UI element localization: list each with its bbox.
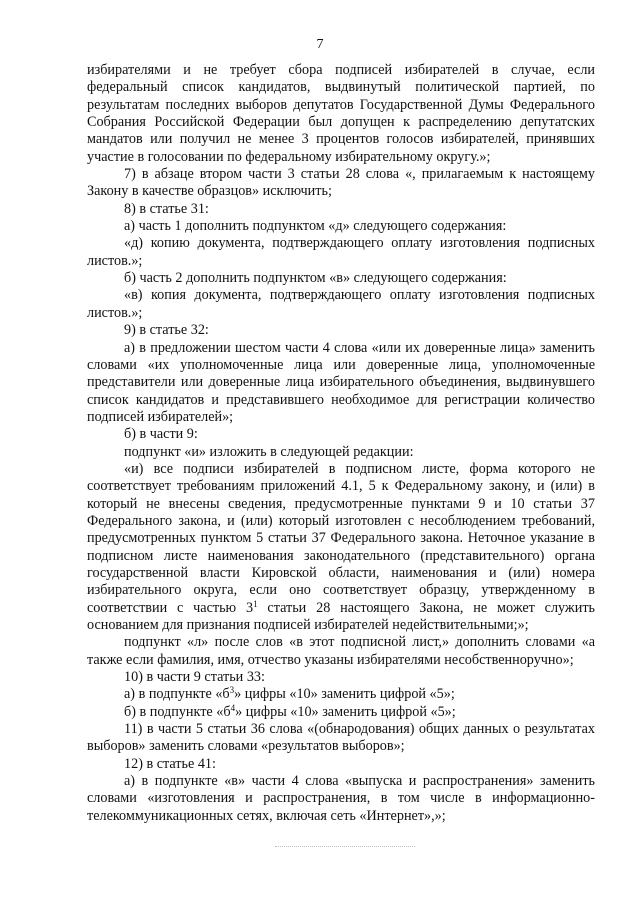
paragraph: а) в предложении шестом части 4 слова «или их доверенные лица» заменить словами «их уполномоченные лица или доверенные лица, уполномоченные представители или доверенные лица избирательного объединения, выдвинувшего список кандидатов и представившего необходимое для регистрации количество подписей избирателей»; — [87, 339, 595, 425]
superscript: 3 — [229, 685, 235, 696]
paragraph: 8) в статье 31: — [124, 200, 209, 217]
text-run: » цифры «10» заменить цифрой «5»; — [235, 703, 456, 720]
paragraph: б) в части 9: — [124, 426, 198, 443]
scan-artifact-dotted-line — [275, 846, 415, 847]
text-run: » цифры «10» заменить цифрой «5»; — [234, 686, 455, 703]
text-run: «и) все подписи избирателей в подписном листе, форма которого не соответствует требованиям приложений 4.1, 5 к Федеральному закону, и (или) в который не внесены сведения, предусмотренные пунктами 9 и 10 статьи 37 Федерального закона, и (или) который изготовлен с несоблюдением требований, предусмотренных пунктом 5 статьи 37 Федерального закона. Неточное указание в подписном листе наименования законодательного (представительного) органа государственной власти Кировской области, наименования и (или) номера избирательного округа, если оно соответствует образцу, утвержденному в соответствии с частью 3 — [87, 460, 595, 616]
paragraph: подпункт «и» изложить в следующей редакции: — [124, 443, 414, 460]
text-run: а) в подпункте «б — [124, 686, 230, 703]
paragraph: подпункт «л» после слов «в этот подписной лист,» дополнить словами «а также если фамилия, имя, отчество указаны избирателями несобственноручно»; — [87, 634, 595, 668]
page-number: 7 — [316, 37, 324, 52]
paragraph: а) часть 1 дополнить подпунктом «д» следующего содержания: — [124, 218, 507, 235]
superscript: 4 — [230, 702, 236, 713]
paragraph: «д) копию документа, подтверждающего оплату изготовления подписных листов.»; — [87, 235, 595, 269]
paragraph: избирателями и не требует сбора подписей избирателей в случае, если федеральный список кандидатов, выдвинутый политической партией, по результатам последних выборов депутатов Государственной Думы Федерального Собрания Российской Федерации был допущен к распределению депутатских мандатов или получил не менее 3 процентов голосов избирателей, принявших участие в голосовании по федеральному избирательному округу.»; — [87, 62, 595, 165]
paragraph — [124, 686, 595, 703]
paragraph — [87, 461, 595, 634]
paragraph: 12) в статье 41: — [124, 755, 216, 772]
paragraph: 10) в части 9 статьи 33: — [124, 669, 265, 686]
paragraph: 7) в абзаце втором части 3 статьи 28 слова «, прилагаемым к настоящему Закону в качестве образцов» исключить; — [87, 166, 595, 200]
paragraph: б) часть 2 дополнить подпунктом «в» следующего содержания: — [124, 270, 507, 287]
paragraph: 9) в статье 32: — [124, 322, 209, 339]
text-run: б) в подпункте «б — [124, 703, 231, 720]
paragraph — [124, 704, 595, 721]
document-body — [87, 62, 595, 825]
superscript: 1 — [253, 598, 258, 609]
paragraph: а) в подпункте «в» части 4 слова «выпуска и распространения» заменить словами «изготовления и распространения, в том числе в информационно-телекоммуникационных сетях, включая сеть «Интернет»,»; — [87, 773, 595, 824]
text-run: статьи 28 настоящего Закона, не может служить основанием для признания подписей избирателей недействительными;»; — [87, 599, 595, 633]
paragraph: 11) в части 5 статьи 36 слова «(обнародования) общих данных о результатах выборов» заменить словами «результатов выборов»; — [87, 721, 595, 755]
paragraph: «в) копия документа, подтверждающего оплату изготовления подписных листов.»; — [87, 287, 595, 321]
